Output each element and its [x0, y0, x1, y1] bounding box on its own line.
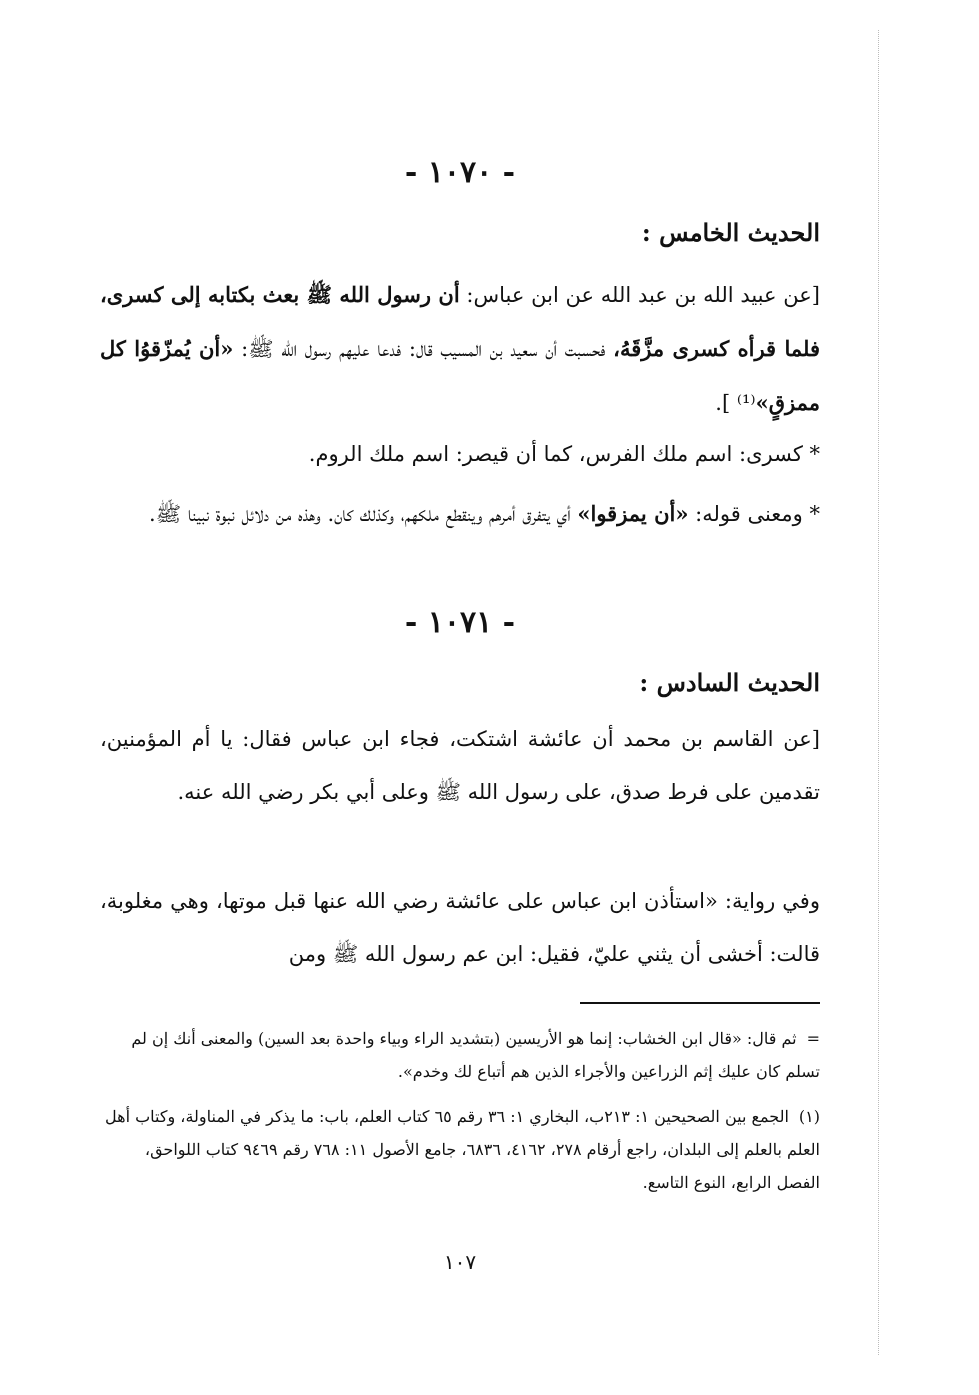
footnote-1 [100, 1100, 820, 1199]
hadith-number-1070: - ١٠٧٠ - [404, 155, 516, 190]
narration-text: فحسبت أن سعيد بن المسيب قال: فدعا عليهم رسول الله ﷺ: [233, 337, 614, 361]
hadith-text-1070 [100, 268, 820, 430]
hadith-heading-fifth: الحديث الخامس : [641, 218, 820, 247]
continuation-mark: = [806, 1029, 820, 1048]
commentary-kisra: * كسرى: اسم ملك الفرس، كما أن قيصر: اسم ملك الروم. [308, 442, 820, 466]
commentary-meaning [100, 487, 820, 541]
hadith-variant-narration: وفي رواية: «استأذن ابن عباس على عائشة رضي الله عنها قبل موتها، وهي مغلوبة، قالت: أخشى أن يثني عليّ، فقيل: ابن عم رسول الله ﷺ ومن [100, 889, 820, 966]
commentary-intro: * ومعنى قوله: [688, 502, 820, 526]
footnote-continuation [100, 1022, 820, 1088]
footnote-ref-1: ⁽¹⁾ ]. [715, 391, 756, 415]
hadith-heading-sixth: الحديث السادس : [639, 668, 820, 697]
hadith-text-1071: [عن القاسم بن محمد أن عائشة اشتكت، فجاء ابن عباس فقال: يا أم المؤمنين، تقدمين على فرط صدق، على رسول الله ﷺ وعلى أبي بكر رضي الله عنه. [100, 727, 820, 804]
footnote-continuation-text: ثم قال: «قال ابن الخشاب: إنما هو الأريسين (بتشديد الراء وبياء واحدة بعد السين) والمعنى أنك إن لم تسلم كان عليك إثم الزراعين والأجراء الذين هم أتباع لك وخدم». [131, 1029, 820, 1081]
footnote-separator [580, 1002, 820, 1004]
matn-text: أن رسول الله ﷺ بعث بكتابه إلى كسرى، فلما قرأه كسرى مزَّقَهُ، [100, 282, 820, 361]
prophet-quote: «أن يُمزّقوُا كل ممزقٍ» [100, 336, 820, 415]
footnote-1-text: الجمع بين الصحيحين ١: ٢١٣ب، البخاري ١: ٣٦ رقم ٦٥ كتاب العلم، باب: ما يذكر في المناولة، وكتاب أهل العلم بالعلم إلى البلدان، راجع أرقام ٢٧٨، ٤١٦٢، ٦٨٣٦، جامع الأصول ١١: ٧٦٨ رقم ٩٤٦٩ كتاب اللواحق، الفصل الرابع، النوع التاسع. [105, 1107, 820, 1192]
commentary-body: أي يتفرق أمرهم وينقطع ملكهم، وكذلك كان. وهذه من دلائل نبوة نبينا ﷺ. [149, 502, 578, 526]
page-edge-dots [878, 30, 879, 1355]
page-number: ١٠٧ [443, 1250, 477, 1274]
isnad-text: [عن عبيد الله بن عبد الله عن ابن عباس: [459, 283, 820, 307]
quoted-word: «أن يمزقوا» [577, 501, 689, 526]
hadith-number-1071: - ١٠٧١ - [404, 605, 516, 640]
footnote-1-mark: (١) [798, 1107, 820, 1126]
